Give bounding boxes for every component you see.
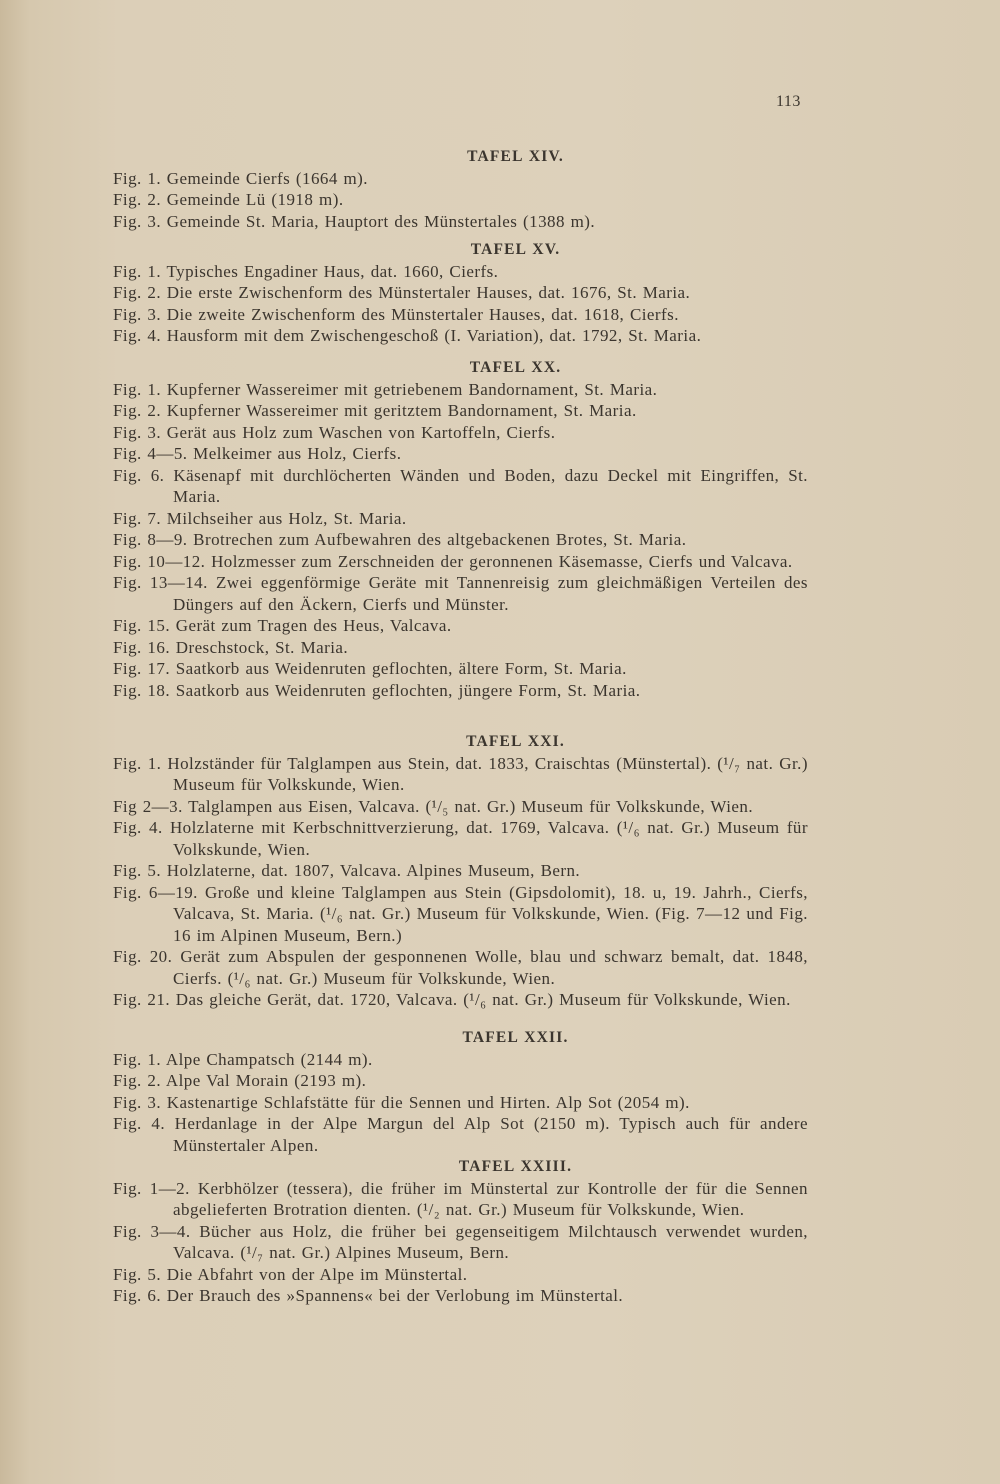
- figure-caption: Fig. 4. Hausform mit dem Zwischengeschoß (I. Variation), dat. 1792, St. Maria.: [113, 326, 702, 345]
- plate-title: TAFEL XIV.: [467, 148, 564, 165]
- figure-caption: Fig. 1. Alpe Champatsch (2144 m).: [113, 1049, 373, 1069]
- plate-section: [113, 357, 808, 701]
- figure-caption: Fig. 3. Gemeinde St. Maria, Hauptort des Münstertales (1388 m).: [113, 211, 596, 231]
- figure-caption: Fig. 1. Typisches Engadiner Haus, dat. 1660, Cierfs.: [113, 261, 499, 281]
- figure-caption: Fig. 6. Der Brauch des »Spannens« bei der Verlobung im Münstertal.: [113, 1286, 624, 1305]
- plate-section: [113, 239, 808, 347]
- figure-caption: Fig. 3. Kastenartige Schlafstätte für die Sennen und Hirten. Alp Sot (2054 m).: [113, 1092, 690, 1112]
- figure-caption: Fig. 20. Gerät zum Abspulen der gesponnenen Wolle, blau und schwarz bemalt, dat. 1848, Cierfs. (¹/₆ nat. Gr.) Museum für Volkskunde, Wien.: [113, 947, 808, 988]
- figure-caption: Fig. 6. Käsenapf mit durchlöcherten Wänden und Boden, dazu Deckel mit Eingriffen, St. Maria.: [113, 465, 808, 506]
- figure-caption: Fig. 5. Die Abfahrt von der Alpe im Münstertal.: [113, 1264, 468, 1284]
- figure-caption: Fig. 16. Dreschstock, St. Maria.: [113, 637, 349, 657]
- figure-caption: Fig. 8—9. Brotrechen zum Aufbewahren des altgebackenen Brotes, St. Maria.: [113, 530, 687, 549]
- figure-caption: Fig. 3. Gerät aus Holz zum Waschen von Kartoffeln, Cierfs.: [113, 422, 556, 442]
- figure-caption: Fig. 2. Gemeinde Lü (1918 m).: [113, 190, 344, 209]
- plate-section: [113, 146, 808, 232]
- figure-caption: Fig. 17. Saatkorb aus Weidenruten geflochten, ältere Form, St. Maria.: [113, 659, 627, 678]
- figure-caption: Fig. 13—14. Zwei eggenförmige Geräte mit Tannenreisig zum gleichmäßigen Verteilen des Düngers auf den Äckern, Cierfs und Münster.: [113, 573, 808, 614]
- figure-caption: Fig. 1. Kupferner Wassereimer mit getriebenem Bandornament, St. Maria.: [113, 379, 658, 399]
- plate-title: TAFEL XXII.: [462, 1029, 569, 1046]
- plate-section: [113, 1027, 808, 1156]
- figure-caption: Fig. 3—4. Bücher aus Holz, die früher bei gegenseitigem Milchtausch verwendet wurden, Valcava. (¹/₇ nat. Gr.) Alpines Museum, Bern.: [113, 1221, 808, 1262]
- figure-caption: Fig. 4. Holzlaterne mit Kerbschnittverzierung, dat. 1769, Valcava. (¹/₆ nat. Gr.) Museum für Volkskunde, Wien.: [113, 818, 808, 859]
- figure-caption: Fig. 1—2. Kerbhölzer (tessera), die früher im Münstertal zur Kontrolle der für die Sennen abgelieferten Brotration dienten. (¹/₂ nat. Gr.) Museum für Volkskunde, Wien.: [113, 1178, 808, 1219]
- figure-caption: Fig. 18. Saatkorb aus Weidenruten geflochten, jüngere Form, St. Maria.: [113, 680, 641, 700]
- figure-caption: Fig. 5. Holzlaterne, dat. 1807, Valcava. Alpines Museum, Bern.: [113, 861, 581, 880]
- plate-section: [113, 1156, 808, 1307]
- figure-caption: Fig. 6—19. Große und kleine Talglampen aus Stein (Gipsdolomit), 18. u, 19. Jahrh., Cierfs, Valcava, St. Maria. (¹/₆ nat. Gr.) Museum für Volkskunde, Wien. (Fig. 7—12 und Fig. 16 im Alpinen Museum, Bern.): [113, 882, 808, 945]
- figure-caption: Fig. 2. Kupferner Wassereimer mit geritztem Bandornament, St. Maria.: [113, 401, 637, 420]
- figure-caption: Fig. 4. Herdanlage in der Alpe Margun del Alp Sot (2150 m). Typisch auch für andere Münstertaler Alpen.: [113, 1114, 808, 1155]
- figure-caption: Fig 2—3. Talglampen aus Eisen, Valcava. (¹/₅ nat. Gr.) Museum für Volkskunde, Wien.: [113, 796, 754, 816]
- figure-caption: Fig. 2. Die erste Zwischenform des Münstertaler Hauses, dat. 1676, St. Maria.: [113, 283, 691, 302]
- figure-caption: Fig. 10—12. Holzmesser zum Zerschneiden der geronnenen Käsemasse, Cierfs und Valcava.: [113, 551, 793, 571]
- figure-caption: Fig. 4—5. Melkeimer aus Holz, Cierfs.: [113, 444, 402, 463]
- plate-section: [113, 731, 808, 1011]
- plate-title: TAFEL XXI.: [466, 733, 565, 750]
- figure-caption: Fig. 2. Alpe Val Morain (2193 m).: [113, 1071, 367, 1090]
- figure-caption: Fig. 21. Das gleiche Gerät, dat. 1720, Valcava. (¹/₆ nat. Gr.) Museum für Volkskunde, Wien.: [113, 990, 791, 1009]
- figure-caption: Fig. 1. Gemeinde Cierfs (1664 m).: [113, 168, 368, 188]
- plate-title: TAFEL XXIII.: [458, 1158, 573, 1175]
- figure-caption: Fig. 7. Milchseiher aus Holz, St. Maria.: [113, 508, 407, 528]
- figure-caption: Fig. 3. Die zweite Zwischenform des Münstertaler Hauses, dat. 1618, Cierfs.: [113, 304, 679, 324]
- figure-caption: Fig. 15. Gerät zum Tragen des Heus, Valcava.: [113, 616, 452, 635]
- plate-title: TAFEL XX.: [469, 359, 562, 376]
- page-number: 113: [776, 93, 801, 110]
- figure-caption: Fig. 1. Holzständer für Talglampen aus Stein, dat. 1833, Craischtas (Münstertal). (¹/₇ nat. Gr.) Museum für Volkskunde, Wien.: [113, 753, 808, 794]
- plate-title: TAFEL XV.: [470, 241, 561, 258]
